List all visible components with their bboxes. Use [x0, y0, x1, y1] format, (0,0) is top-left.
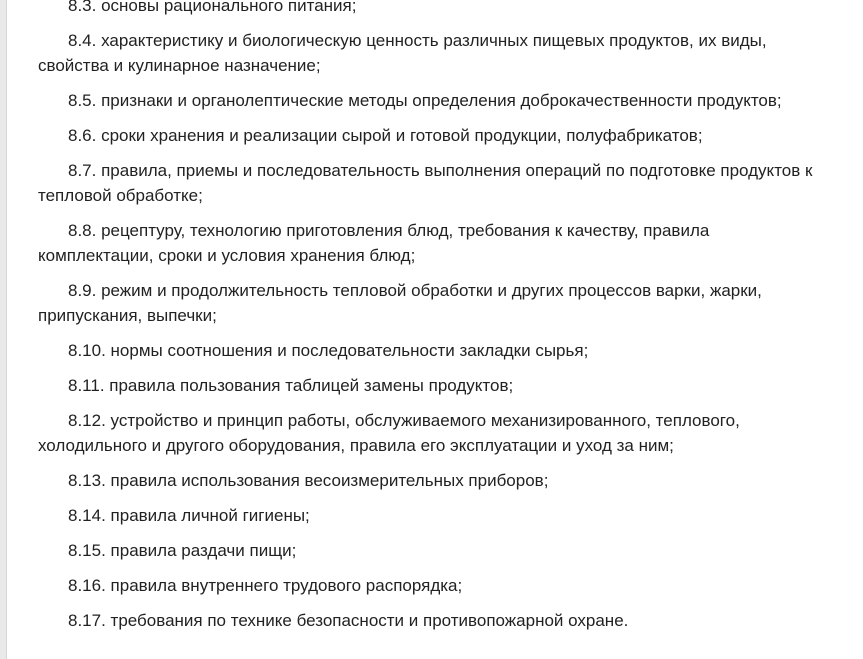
list-item: 8.10. нормы соотношения и последовательности закладки сырья; — [68, 341, 589, 360]
list-item: 8.8. рецептуру, технологию приготовления блюд, требования к качеству, правила комплектации, сроки и условия хранения блюд; — [38, 221, 710, 265]
list-item: 8.5. признаки и органолептические методы определения доброкачественности продуктов; — [68, 91, 782, 110]
list-item: 8.16. правила внутреннего трудового распорядка; — [68, 576, 463, 595]
document-body — [38, 0, 828, 643]
list-item: 8.9. режим и продолжительность тепловой обработки и других процессов варки, жарки, припускания, выпечки; — [38, 281, 762, 325]
list-item: 8.3. основы рационального питания; — [68, 0, 357, 15]
list-item: 8.11. правила пользования таблицей замены продуктов; — [68, 376, 514, 395]
page-left-border — [0, 0, 7, 659]
list-item: 8.15. правила раздачи пищи; — [68, 541, 297, 560]
list-item: 8.7. правила, приемы и последовательность выполнения операций по подготовке продуктов к тепловой обработке; — [38, 161, 813, 205]
list-item: 8.6. сроки хранения и реализации сырой и готовой продукции, полуфабрикатов; — [68, 126, 703, 145]
list-item: 8.14. правила личной гигиены; — [68, 506, 310, 525]
list-item: 8.12. устройство и принцип работы, обслуживаемого механизированного, теплового, холодильного и другого оборудования, правила его эксплуатации и уход за ним; — [38, 411, 740, 455]
list-item: 8.4. характеристику и биологическую ценность различных пищевых продуктов, их виды, свойства и кулинарное назначение; — [38, 31, 767, 75]
list-item: 8.13. правила использования весоизмерительных приборов; — [68, 471, 549, 490]
list-item: 8.17. требования по технике безопасности и противопожарной охране. — [68, 611, 629, 630]
